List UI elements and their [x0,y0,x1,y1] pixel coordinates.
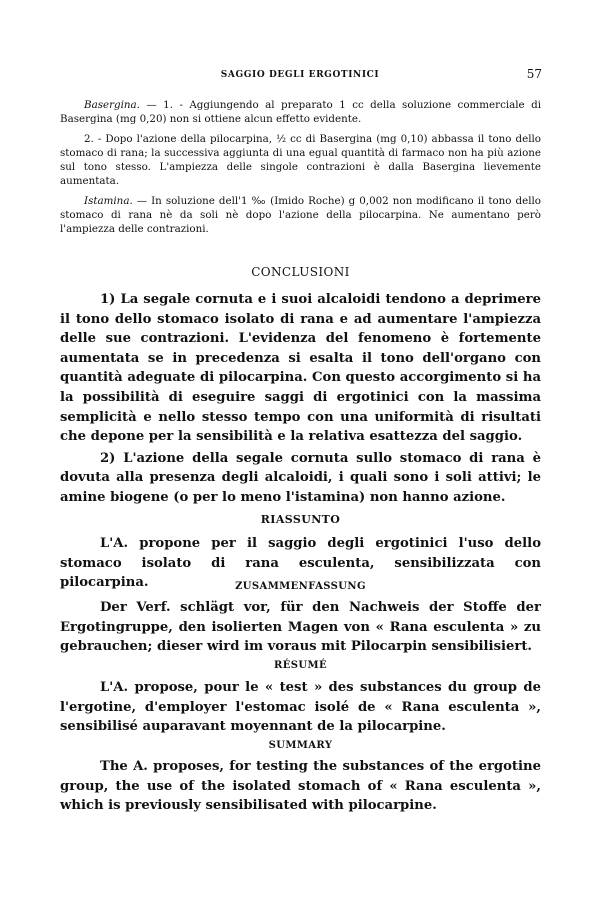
page-number: 57 [526,67,542,81]
zusammenfassung-paragraph: Der Verf. schlägt vor, für den Nachweis der Stoffe der Ergotingruppe, den isolierten Magen von « Rana esculenta » zu gebrauchen; dieser wird im voraus mit Pilocarpin sensibilisiert. [60,600,541,655]
zusammenfassung-text [60,598,541,657]
resume-heading: RÉSUMÉ [274,660,327,671]
riassunto-heading: RIASSUNTO [260,513,341,526]
page-header [60,67,542,86]
riassunto-paragraph: L'A. propone per il saggio degli ergotinici l'uso dello stomaco isolato di rana esculenta, sensibilizzata con pilocarpina. [60,536,541,591]
resume-paragraph: L'A. propose, pour le « test » des substances du group de l'ergotine, d'employer l'estomac isolé de « Rana esculenta », sensibilisé auparavant moyennant de la pilocarpine. [60,680,541,735]
experiment-notes [60,98,541,242]
conclusion-2: 2) L'azione della segale cornuta sullo stomaco di rana è dovuta alla presenza degli alcaloidi, i quali sono i soli attivi; le amine biogene (o per lo meno l'istamina) non hanno azione. [60,450,541,505]
summary-paragraph: The A. proposes, for testing the substances of the ergotine group, the use of the isolated stomach of « Rana esculenta », which is previously sensibilisated with pilocarpine. [60,759,541,814]
running-title: SAGGIO DEGLI ERGOTINICI [220,70,380,80]
istamina-note-text: — In soluzione dell'1 ‰ (Imido Roche) g 0,002 non modificano il tono dello stomaco di rana nè da soli nè dopo l'azione della pilocarpina. Ne aumentano però l'ampiezza delle contrazioni. [60,195,541,235]
istamina-note [60,194,541,236]
istamina-label: Istamina. [84,195,133,207]
conclusioni-section [60,290,541,508]
resume-text [60,678,541,737]
summary-heading: SUMMARY [268,740,333,751]
basergina-note-2: 2. - Dopo l'azione della pilocarpina, ½ cc di Basergina (mg 0,10) abbassa il tono dello stomaco di rana; la successiva aggiunta di una egual quantità di farmaco non ha più azione sul tono stesso. L'ampiezza delle singole contrazioni è dalla Basergina lievemente aumentata. [60,133,541,187]
conclusioni-heading: CONCLUSIONI [251,265,350,279]
basergina-note-1-text: — 1. - Aggiungendo al preparato 1 cc della soluzione commerciale di Basergina (mg 0,20) non si ottiene alcun effetto evidente. [60,99,541,125]
zusammenfassung-heading: ZUSAMMENFASSUNG [235,581,366,592]
summary-text [60,757,541,816]
basergina-note-1 [60,98,541,126]
basergina-label: Basergina. [84,99,140,111]
conclusion-1: 1) La segale cornuta e i suoi alcaloidi tendono a deprimere il tono dello stomaco isolato di rana e ad aumentare l'ampiezza delle sue contrazioni. L'evidenza del fenomeno è fortemente aumentata se in precedenza si esalta il tono dell'organo con quantità adeguate di pilocarpina. Con questo accorgimento si ha la possibilità di eseguire saggi di ergotinici con la massima semplicità e nello stesso tempo con una uniformità di risultati che depone per la sensibilità e la relativa esattezza del saggio. [60,292,541,445]
